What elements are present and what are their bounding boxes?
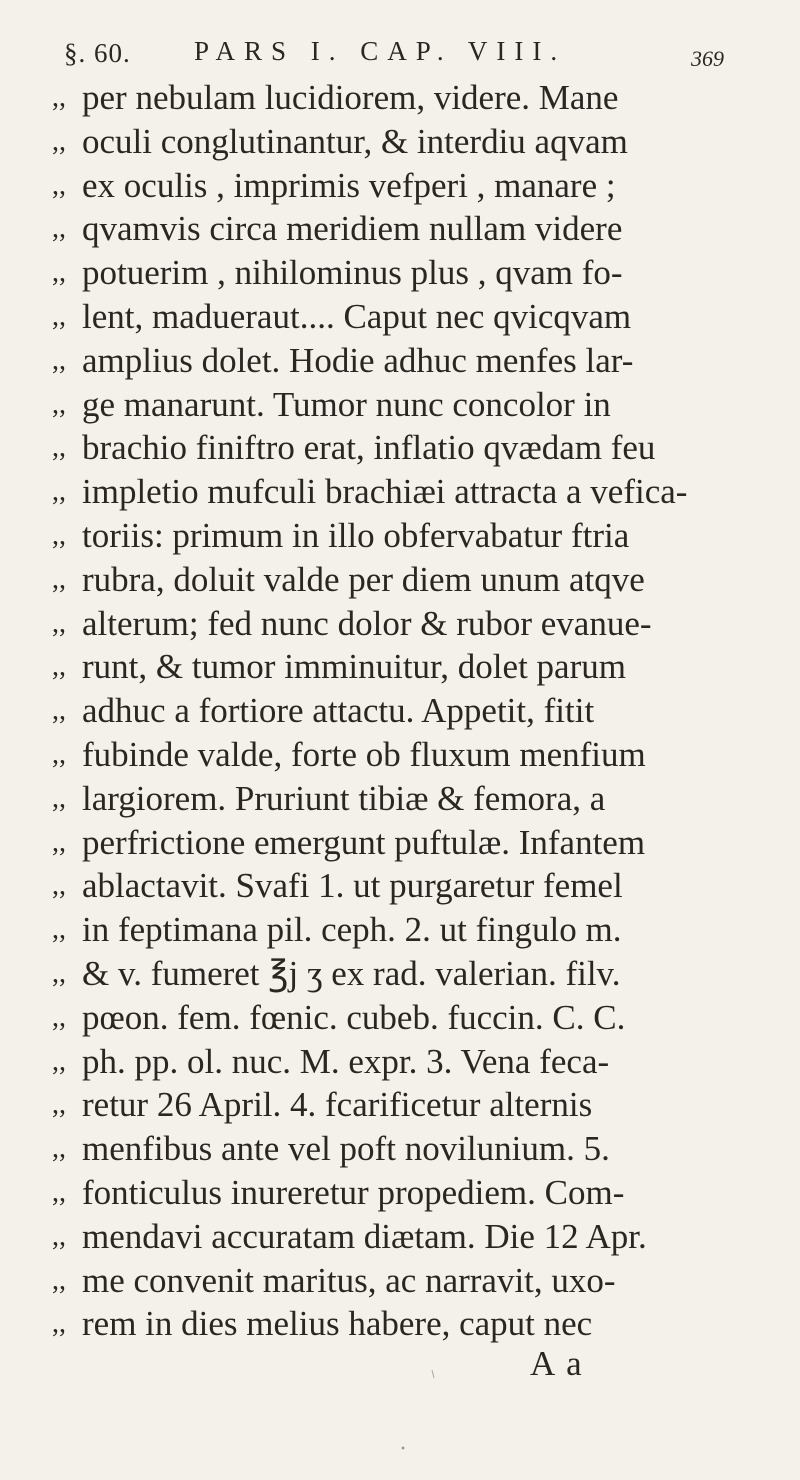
line-text: rubra, doluit valde per diem unum atqve xyxy=(82,559,645,599)
line-text: fonticulus inureretur propediem. Com- xyxy=(82,1172,625,1212)
line-text: lent, madueraut.... Caput nec qvicqvam xyxy=(82,296,632,336)
quote-mark: ,, xyxy=(52,519,66,551)
line-text: menfibus ante vel poft novilunium. 5. xyxy=(82,1129,610,1169)
quote-mark: ,, xyxy=(52,1089,66,1121)
page-number: 369 xyxy=(691,46,724,71)
line-text: ph. pp. ol. nuc. M. expr. 3. Vena feca- xyxy=(82,1041,610,1081)
quote-mark: ,, xyxy=(52,82,66,113)
quote-mark: ,, xyxy=(52,476,66,508)
line-text: ge manarunt. Tumor nunc concolor in xyxy=(82,384,611,424)
line-text: mendavi accuratam diætam. Die 12 Apr. xyxy=(82,1216,647,1256)
line-text: brachio finiftro erat, inflatio qvædam feu xyxy=(82,428,656,468)
quote-mark: ,, xyxy=(52,1133,66,1165)
quote-mark: ,, xyxy=(52,1220,66,1252)
line-text: pœon. fem. fœnic. cubeb. fuccin. C. C. xyxy=(82,997,626,1037)
line-text: in feptimana pil. ceph. 2. ut fingulo m. xyxy=(82,910,622,950)
quote-mark: ,, xyxy=(52,1264,66,1296)
quote-mark: ,, xyxy=(52,914,66,946)
line-text: toriis: primum in illo obfervabatur ftria xyxy=(82,515,630,555)
section-number: §. 60. xyxy=(64,38,131,68)
line-text: me convenit maritus, ac narravit, uxo- xyxy=(82,1260,616,1300)
line-text: amplius dolet. Hodie adhuc menfes lar- xyxy=(82,340,634,380)
quote-mark: ,, xyxy=(52,300,66,332)
line-text: largiorem. Pruriunt tibiæ & femora, a xyxy=(82,778,606,818)
quote-mark: ,, xyxy=(52,607,66,639)
quote-mark: ,, xyxy=(52,125,66,157)
paper-speck xyxy=(402,1447,405,1450)
line-text: retur 26 April. 4. fcarificetur alternis xyxy=(82,1085,593,1125)
line-text: & v. fumeret ℥j ʒ ex rad. valerian. filv. xyxy=(82,953,621,993)
line-text: runt, & tumor imminuitur, dolet parum xyxy=(82,647,626,687)
line-text: impletio mufculi brachiæi attracta a vefica- xyxy=(82,472,688,512)
quote-mark: ,, xyxy=(52,344,66,376)
quote-mark: ,, xyxy=(52,826,66,858)
line-text: adhuc a fortiore attactu. Appetit, fitit xyxy=(82,691,595,731)
line-text: fubinde valde, forte ob fluxum menfium xyxy=(82,734,646,774)
line-text: rem in dies melius habere, caput nec xyxy=(82,1304,593,1344)
quote-mark: ,, xyxy=(52,257,66,289)
line-text: ablactavit. Svafi 1. ut purgaretur femel xyxy=(82,866,623,906)
quote-mark: ,, xyxy=(52,1001,66,1033)
quote-mark: ,, xyxy=(52,782,66,814)
quote-mark: ,, xyxy=(52,169,66,201)
quote-mark: ,, xyxy=(52,563,66,595)
line-text: ex oculis , imprimis vefperi , manare ; xyxy=(82,165,616,205)
quote-mark: ,, xyxy=(52,432,66,464)
quote-mark: ,, xyxy=(52,1045,66,1077)
quote-mark: ,, xyxy=(52,1176,66,1208)
line-text: potuerim , nihilominus plus , qvam fo- xyxy=(82,253,623,293)
quote-mark: ,, xyxy=(52,213,66,245)
line-text: perfrictione emergunt puftulæ. Infantem xyxy=(82,822,646,862)
quote-mark: ,, xyxy=(52,651,66,683)
quote-mark: ,, xyxy=(52,738,66,770)
quote-mark: ,, xyxy=(52,695,66,727)
quote-mark: ,, xyxy=(52,388,66,420)
line-text: qvamvis circa meridiem nullam videre xyxy=(82,209,623,249)
quote-mark: ,, xyxy=(52,957,66,989)
line-text: alterum; fed nunc dolor & rubor evanue- xyxy=(82,603,652,643)
quote-mark: ,, xyxy=(52,870,66,902)
quote-mark: ,, xyxy=(52,1308,66,1340)
line-text: per nebulam lucidiorem, videre. Mane xyxy=(82,78,619,117)
catchword: A a xyxy=(530,1344,584,1383)
running-title: PARS I. CAP. VIII. xyxy=(194,36,567,66)
line-text: oculi conglutinantur, & interdiu aqvam xyxy=(82,121,628,161)
paper-speck xyxy=(432,1370,434,1378)
